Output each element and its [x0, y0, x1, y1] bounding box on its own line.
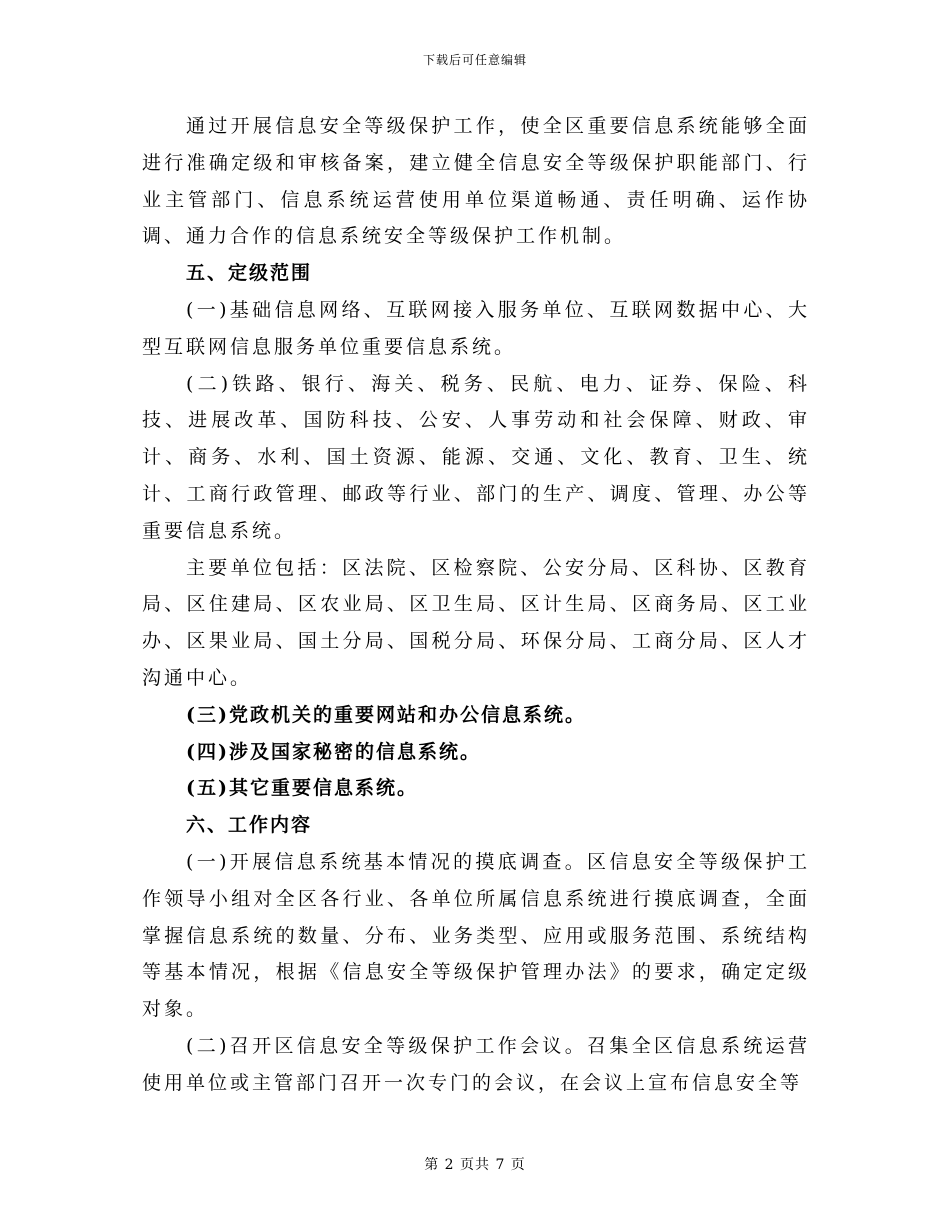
- page-number: 第 2 页共 7 页: [424, 1157, 526, 1173]
- paragraph-scope-item-1: (一)基础信息网络、互联网接入服务单位、互联网数据中心、大型互联网信息服务单位重要信息系统。: [142, 298, 810, 358]
- paragraph-scope-item-5: (五)其它重要信息系统。: [186, 777, 418, 800]
- paragraph-scope-item-4: (四)涉及国家秘密的信息系统。: [186, 740, 481, 763]
- document-body: [142, 108, 810, 1102]
- section-heading-grading-scope: 五、定级范围: [186, 262, 313, 285]
- paragraph-objective: 通过开展信息安全等级保护工作，使全区重要信息系统能够全面进行准确定级和审核备案，建立健全信息安全等级保护职能部门、行业主管部门、信息系统运营使用单位渠道畅通、责任明确、运作协调、通力合作的信息系统安全等级保护工作机制。: [142, 115, 810, 248]
- page-header-note: 下载后可任意编辑: [422, 53, 527, 67]
- paragraph-scope-item-2: (二)铁路、银行、海关、税务、民航、电力、证券、保险、科技、进展改革、国防科技、公安、人事劳动和社会保障、财政、审计、商务、水利、国土资源、能源、交通、文化、教育、卫生、统计、工商行政管理、邮政等行业、部门的生产、调度、管理、办公等重要信息系统。: [142, 372, 810, 542]
- paragraph-scope-item-3: (三)党政机关的重要网站和办公信息系统。: [186, 703, 586, 726]
- paragraph-main-units: 主要单位包括：区法院、区检察院、公安分局、区科协、区教育局、区住建局、区农业局、区卫生局、区计生局、区商务局、区工业办、区果业局、国土分局、国税分局、环保分局、工商分局、区人才沟通中心。: [142, 556, 810, 689]
- paragraph-work-item-1: (一)开展信息系统基本情况的摸底调查。区信息安全等级保护工作领导小组对全区各行业、各单位所属信息系统进行摸底调查，全面掌握信息系统的数量、分布、业务类型、应用或服务范围、系统结构等基本情况，根据《信息安全等级保护管理办法》的要求，确定定级对象。: [142, 850, 810, 1021]
- paragraph-work-item-2: (二)召开区信息安全等级保护工作会议。召集全区信息系统运营使用单位或主管部门召开一次专门的会议，在会议上宣布信息安全等: [142, 1034, 810, 1094]
- section-heading-work-content: 六、工作内容: [186, 814, 313, 837]
